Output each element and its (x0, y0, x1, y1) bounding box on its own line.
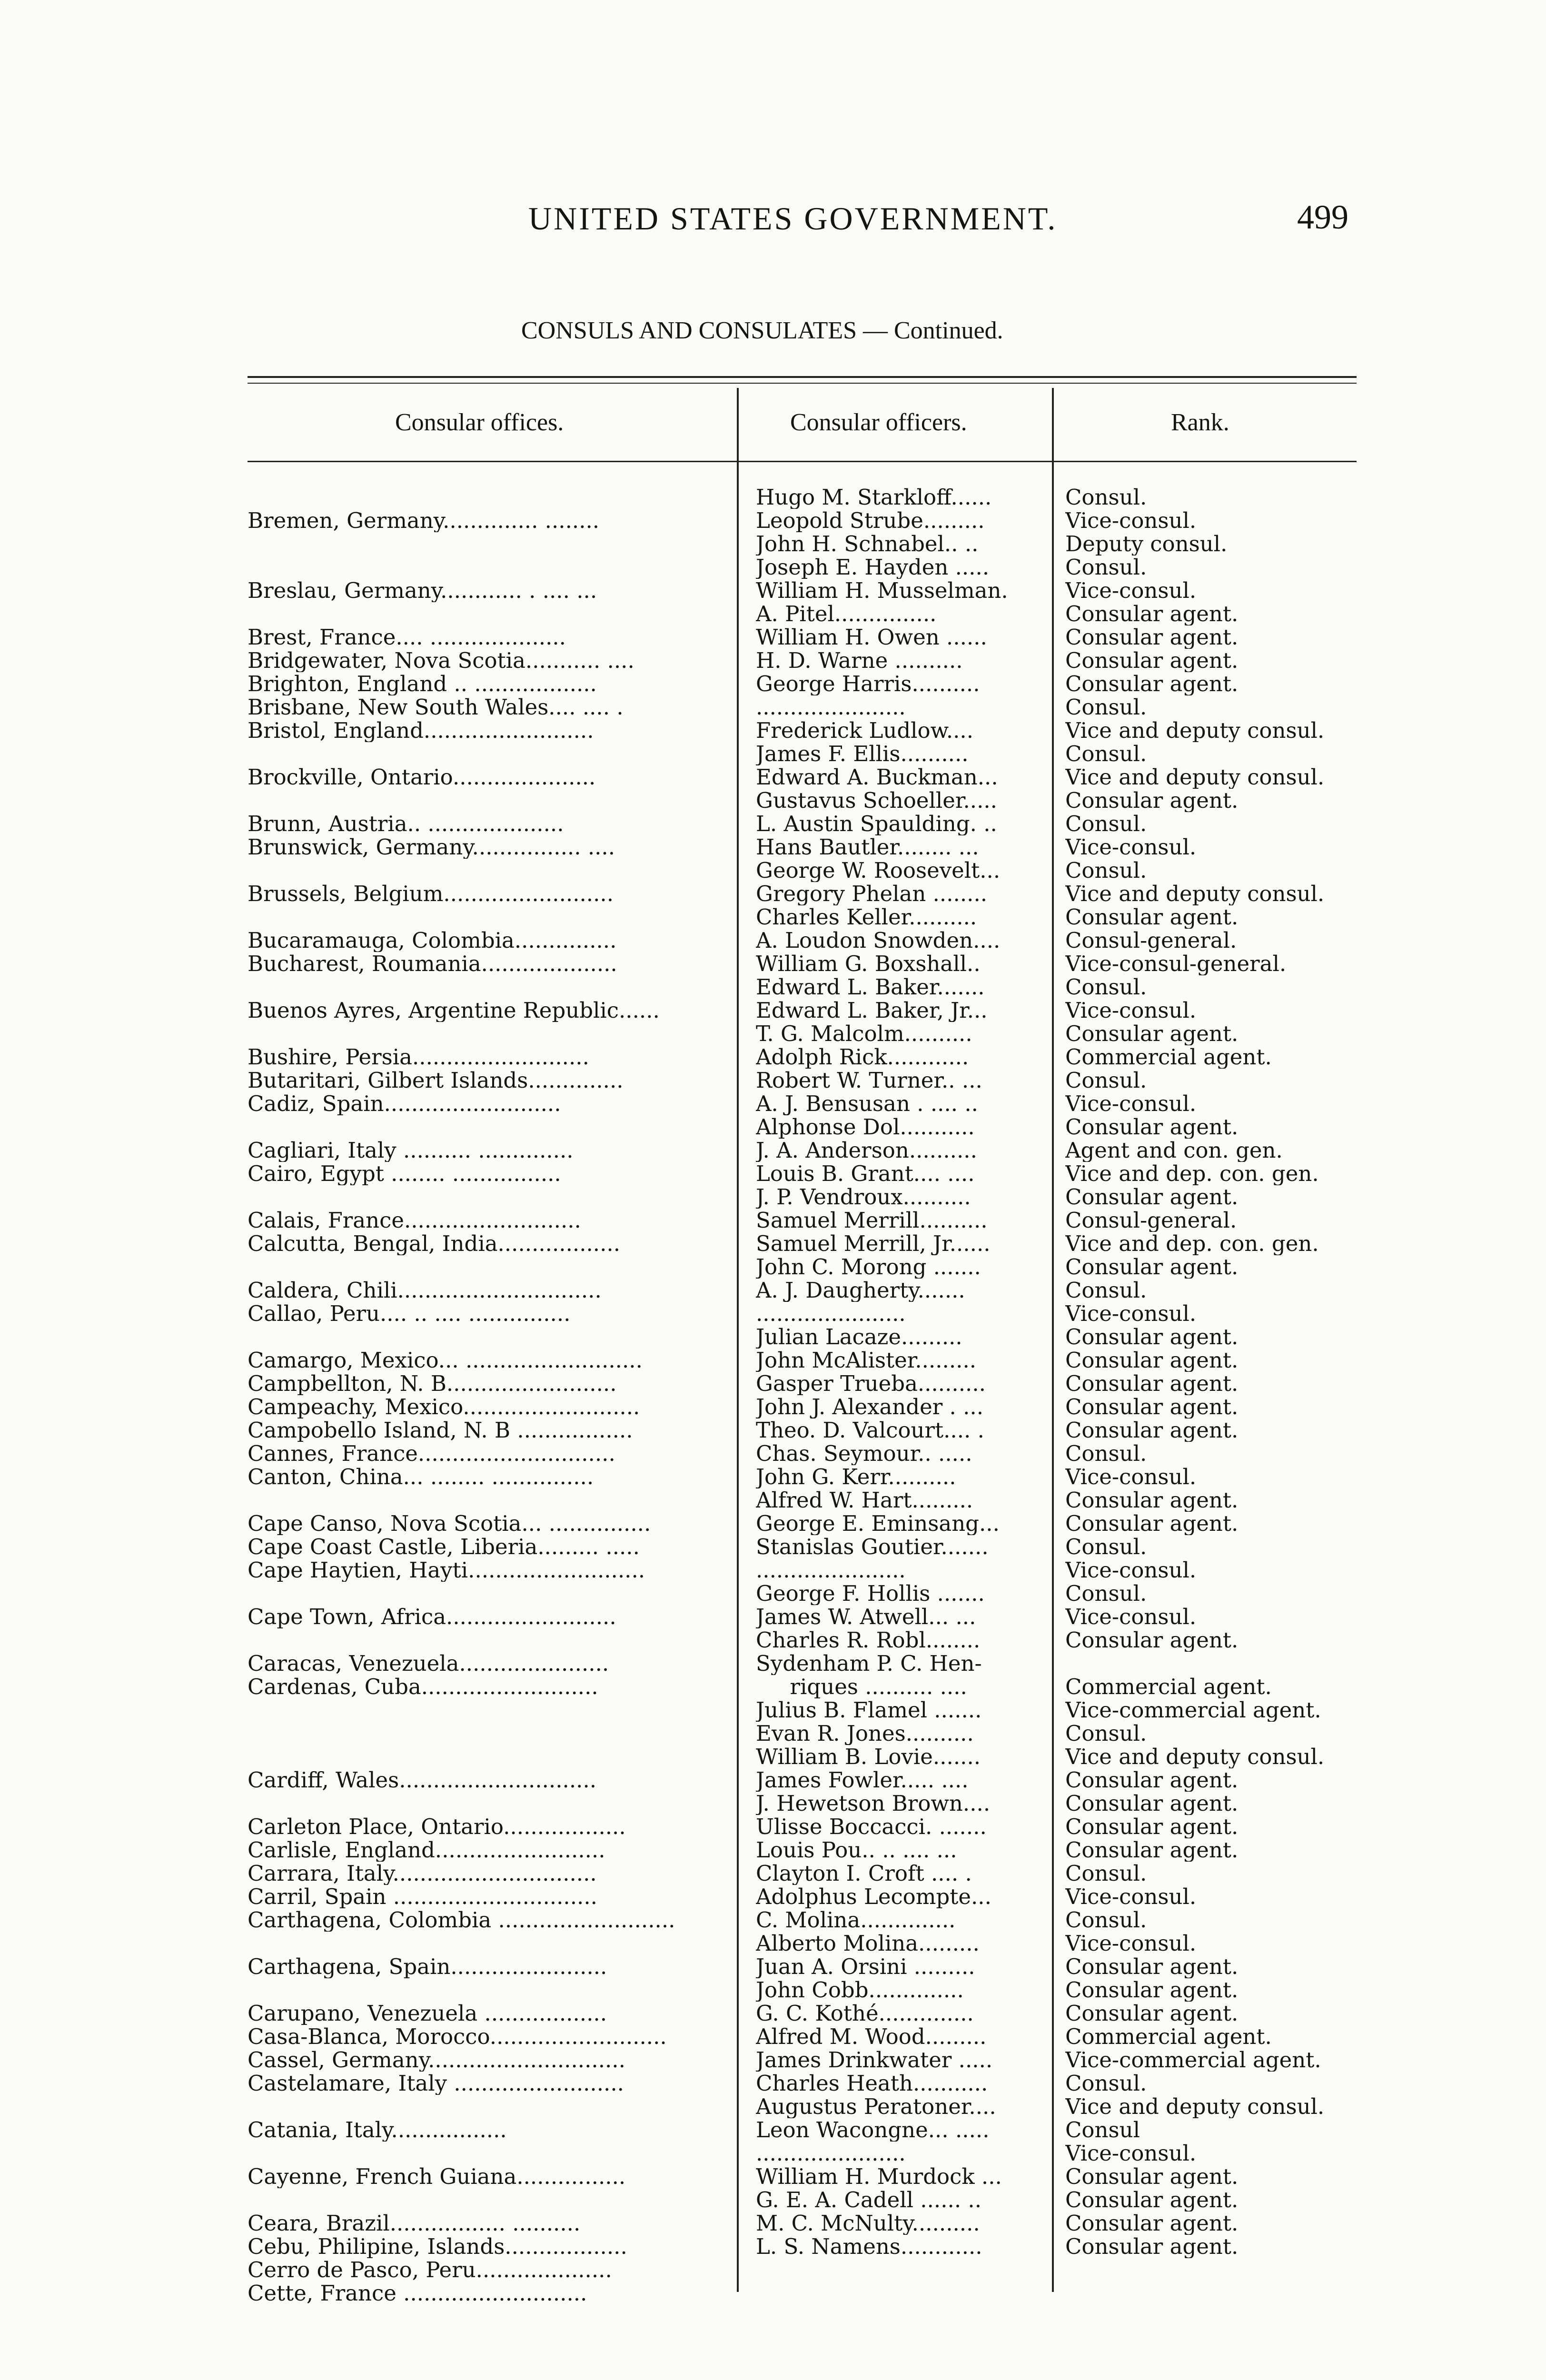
officer-cell: Frederick Ludlow.... (756, 719, 974, 742)
top-rule-thin (248, 383, 1357, 384)
office-cell: Ceara, Brazil................. .......... (248, 2211, 581, 2235)
officer-cell: Charles R. Robl........ (756, 1628, 981, 1652)
officer-cell: Augustus Peratoner.... (756, 2095, 996, 2118)
rank-cell: Consular agent. (1065, 1115, 1239, 1139)
rank-cell: Consul. (1065, 1535, 1147, 1558)
office-cell (248, 1722, 728, 1745)
officer-cell: J. A. Anderson.......... (756, 1139, 977, 1162)
consular-officers-column (756, 486, 1051, 2258)
rank-cell: Consular agent. (1065, 1512, 1239, 1535)
officer-cell: riques .......... .... (756, 1675, 967, 1698)
office-cell: Cadiz, Spain.......................... (248, 1092, 561, 1115)
column-divider (1052, 388, 1054, 2292)
office-cell: Cardenas, Cuba.......................... (248, 1675, 598, 1698)
officer-cell: Edward L. Baker, Jr... (756, 999, 988, 1022)
rank-cell: Consular agent. (1065, 1325, 1239, 1349)
rank-cell: Vice-consul. (1065, 1932, 1197, 1955)
officer-cell: T. G. Malcolm.......... (756, 1022, 972, 1045)
rank-cell: Consular agent. (1065, 672, 1239, 695)
rank-cell: Vice-commercial agent. (1065, 2048, 1321, 2072)
officer-cell: Hugo M. Starkloff...... (756, 486, 992, 509)
officer-cell: ...................... (756, 2142, 906, 2165)
office-cell: Breslau, Germany............ . .... ... (248, 579, 597, 602)
office-cell (248, 555, 728, 579)
office-cell: Carrara, Italy.............................. (248, 1862, 597, 1885)
office-cell (248, 742, 728, 765)
rank-cell: Agent and con. gen. (1065, 1139, 1283, 1162)
office-cell: Cairo, Egypt ........ ................ (248, 1162, 561, 1185)
officer-cell: John C. Morong ....... (756, 1255, 981, 1279)
officer-cell: Joseph E. Hayden ..... (756, 555, 990, 579)
rank-cell: Consul. (1065, 812, 1147, 835)
office-cell: Brunn, Austria.. .................... (248, 812, 564, 835)
rank-cell: Consular agent. (1065, 1815, 1239, 1838)
office-cell: Brunswick, Germany................ .... (248, 835, 615, 859)
rank-cell: Vice-consul. (1065, 1092, 1197, 1115)
officer-cell: L. Austin Spaulding. .. (756, 812, 997, 835)
rank-cell (1065, 1652, 1417, 1675)
officer-cell: William G. Boxshall.. (756, 952, 981, 975)
officer-cell: Alfred W. Hart......... (756, 1488, 973, 1512)
office-cell (248, 1582, 728, 1605)
rank-cell: Consular agent. (1065, 649, 1239, 672)
office-cell: Cardiff, Wales............................. (248, 1768, 597, 1792)
officer-cell: Evan R. Jones.......... (756, 1722, 974, 1745)
officer-cell: L. S. Namens............ (756, 2235, 982, 2258)
rank-cell: Deputy consul. (1065, 532, 1228, 555)
officer-cell: H. D. Warne .......... (756, 649, 963, 672)
office-cell (248, 1185, 728, 1209)
officer-cell: Gustavus Schoeller..... (756, 789, 997, 812)
office-cell (248, 1978, 728, 2002)
office-cell (248, 975, 728, 999)
rank-cell: Consul. (1065, 1862, 1147, 1885)
rank-cell: Vice-consul. (1065, 1885, 1197, 1908)
rank-cell: Vice and deputy consul. (1065, 882, 1325, 905)
officer-cell: Alphonse Dol........... (756, 1115, 975, 1139)
rank-cell: Consular agent. (1065, 1022, 1239, 1045)
column-header-officers: Consular officers. (790, 409, 967, 436)
officer-cell: Clayton I. Croft .... . (756, 1862, 972, 1885)
officer-cell: Edward A. Buckman... (756, 765, 998, 789)
officer-cell: J. P. Vendroux.......... (756, 1185, 971, 1209)
office-cell: Brockville, Ontario..................... (248, 765, 596, 789)
rank-cell: Vice-consul. (1065, 1605, 1197, 1628)
office-cell: Bristol, England......................... (248, 719, 594, 742)
office-cell: Cape Haytien, Hayti.......................... (248, 1558, 645, 1582)
office-cell: Carleton Place, Ontario.................. (248, 1815, 626, 1838)
officer-cell: ...................... (756, 695, 906, 719)
office-cell: Campobello Island, N. B ................. (248, 1418, 633, 1442)
rank-cell: Commercial agent. (1065, 1045, 1272, 1069)
officer-cell: Edward L. Baker....... (756, 975, 985, 999)
office-cell: Campbellton, N. B......................... (248, 1372, 617, 1395)
office-cell: Brussels, Belgium......................... (248, 882, 614, 905)
rank-cell: Consul. (1065, 742, 1147, 765)
rank-column (1065, 486, 1417, 2258)
office-cell (248, 859, 728, 882)
rank-cell: Consular agent. (1065, 1792, 1239, 1815)
office-cell: Cette, France ........................... (248, 2281, 587, 2305)
office-cell (248, 602, 728, 625)
office-cell: Caracas, Venezuela...................... (248, 1652, 609, 1675)
officer-cell: James Fowler..... .... (756, 1768, 969, 1792)
officer-cell: Charles Keller.......... (756, 905, 977, 929)
officer-cell: George Harris.......... (756, 672, 980, 695)
officer-cell: Louis Pou.. .. .... ... (756, 1838, 957, 1862)
office-cell (248, 1792, 728, 1815)
rank-cell: Consular agent. (1065, 2188, 1239, 2211)
officer-cell: Charles Heath........... (756, 2072, 988, 2095)
officer-cell: Louis B. Grant.... .... (756, 1162, 975, 1185)
office-cell: Carupano, Venezuela .................. (248, 2002, 607, 2025)
rank-cell: Vice-consul. (1065, 509, 1197, 532)
office-cell (248, 905, 728, 929)
office-cell: Cape Canso, Nova Scotia... ............... (248, 1512, 651, 1535)
rank-cell: Consular agent. (1065, 625, 1239, 649)
officer-cell: James W. Atwell... ... (756, 1605, 976, 1628)
officer-cell: Chas. Seymour.. ..... (756, 1442, 972, 1465)
officer-cell: Ulisse Boccacci. ....... (756, 1815, 987, 1838)
officer-cell: Alfred M. Wood......... (756, 2025, 987, 2048)
officer-cell: George E. Eminsang... (756, 1512, 1000, 1535)
office-cell: Cebu, Philipine, Islands.................. (248, 2235, 627, 2258)
officer-cell: Juan A. Orsini ......... (756, 1955, 975, 1978)
rank-cell: Consul. (1065, 2072, 1147, 2095)
office-cell: Buenos Ayres, Argentine Republic...... (248, 999, 660, 1022)
rank-cell: Vice-consul. (1065, 579, 1197, 602)
officer-cell: James F. Ellis.......... (756, 742, 969, 765)
office-cell: Caldera, Chili.............................. (248, 1279, 602, 1302)
top-rule (248, 376, 1357, 378)
rank-cell: Vice and deputy consul. (1065, 719, 1325, 742)
office-cell (248, 532, 728, 555)
rank-cell: Commercial agent. (1065, 1675, 1272, 1698)
office-cell (248, 1115, 728, 1139)
officer-cell: Adolphus Lecompte... (756, 1885, 991, 1908)
office-cell: Bridgewater, Nova Scotia........... .... (248, 649, 634, 672)
office-cell: Cape Town, Africa......................... (248, 1605, 616, 1628)
rank-cell: Commercial agent. (1065, 2025, 1272, 2048)
rank-cell: Consular agent. (1065, 2165, 1239, 2188)
officer-cell: Sydenham P. C. Hen- (756, 1652, 982, 1675)
office-cell: Camargo, Mexico... .......................... (248, 1349, 643, 1372)
officer-cell: C. Molina.............. (756, 1908, 956, 1932)
office-cell: Calais, France.......................... (248, 1209, 581, 1232)
officer-cell: William H. Murdock ... (756, 2165, 1002, 2188)
officer-cell: Leopold Strube......... (756, 509, 985, 532)
office-cell: Bucaramauga, Colombia............... (248, 929, 617, 952)
officer-cell: William B. Lovie....... (756, 1745, 981, 1768)
office-cell (248, 1628, 728, 1652)
office-cell: Bremen, Germany.............. ........ (248, 509, 600, 532)
office-cell: Butaritari, Gilbert Islands.............. (248, 1069, 624, 1092)
rank-cell: Consular agent. (1065, 1955, 1239, 1978)
rank-cell: Consul. (1065, 1279, 1147, 1302)
office-cell (248, 1932, 728, 1955)
office-cell: Callao, Peru.... .. .... ............... (248, 1302, 571, 1325)
rank-cell: Consul. (1065, 555, 1147, 579)
rank-cell: Vice and dep. con. gen. (1065, 1162, 1319, 1185)
rank-cell: Consular agent. (1065, 1185, 1239, 1209)
office-cell: Carthagena, Colombia .......................... (248, 1908, 675, 1932)
rank-cell: Consul. (1065, 975, 1147, 999)
officer-cell: Stanislas Goutier....... (756, 1535, 989, 1558)
officer-cell: Adolph Rick............ (756, 1045, 969, 1069)
rank-cell: Vice-consul. (1065, 1465, 1197, 1488)
rank-cell: Consular agent. (1065, 1418, 1239, 1442)
officer-cell: James Drinkwater ..... (756, 2048, 993, 2072)
officer-cell: John Cobb.............. (756, 1978, 964, 2002)
rank-cell: Consul. (1065, 1582, 1147, 1605)
officer-cell: A. J. Daugherty....... (756, 1279, 965, 1302)
office-cell: Cape Coast Castle, Liberia......... ..... (248, 1535, 640, 1558)
office-cell (248, 1325, 728, 1349)
officer-cell: Theo. D. Valcourt.... . (756, 1418, 984, 1442)
rank-cell: Consul-general. (1065, 929, 1237, 952)
header-rule (248, 461, 1357, 462)
rank-cell: Vice-commercial agent. (1065, 1698, 1321, 1722)
page-number: 499 (1297, 198, 1348, 236)
office-cell: Casa-Blanca, Morocco.......................... (248, 2025, 667, 2048)
rank-cell: Consular agent. (1065, 1349, 1239, 1372)
office-cell: Carthagena, Spain....................... (248, 1955, 607, 1978)
officer-cell: G. C. Kothé.............. (756, 2002, 974, 2025)
officer-cell: Gasper Trueba.......... (756, 1372, 986, 1395)
rank-cell: Vice-consul. (1065, 2142, 1197, 2165)
officer-cell: A. Pitel............... (756, 602, 937, 625)
office-cell: Carlisle, England......................... (248, 1838, 605, 1862)
rank-cell: Consul. (1065, 1722, 1147, 1745)
office-cell: Carril, Spain .............................. (248, 1885, 597, 1908)
officer-cell: Samuel Merrill.......... (756, 1209, 988, 1232)
office-cell: Cerro de Pasco, Peru.................... (248, 2258, 612, 2281)
rank-cell: Consul-general. (1065, 1209, 1237, 1232)
officer-cell: ...................... (756, 1558, 906, 1582)
rank-cell: Vice-consul. (1065, 1302, 1197, 1325)
officer-cell: George F. Hollis ....... (756, 1582, 985, 1605)
office-cell: Canton, China... ........ ............... (248, 1465, 594, 1488)
office-cell (248, 1255, 728, 1279)
rank-cell: Consul. (1065, 1442, 1147, 1465)
rank-cell: Vice and deputy consul. (1065, 2095, 1325, 2118)
office-cell (248, 2095, 728, 2118)
officer-cell: M. C. McNulty.......... (756, 2211, 980, 2235)
officer-cell: Samuel Merrill, Jr...... (756, 1232, 991, 1255)
office-cell (248, 1698, 728, 1722)
rank-cell: Consul. (1065, 695, 1147, 719)
officer-cell: George W. Roosevelt... (756, 859, 1001, 882)
officer-cell: Alberto Molina......... (756, 1932, 980, 1955)
office-cell (248, 789, 728, 812)
rank-cell: Consular agent. (1065, 1372, 1239, 1395)
officer-cell: John McAlister......... (756, 1349, 977, 1372)
officer-cell: William H. Owen ...... (756, 625, 987, 649)
officer-cell: Julian Lacaze......... (756, 1325, 962, 1349)
rank-cell: Consular agent. (1065, 2002, 1239, 2025)
column-header-rank: Rank. (1171, 409, 1229, 436)
officer-cell: A. J. Bensusan . .... .. (756, 1092, 978, 1115)
rank-cell: Consular agent. (1065, 1978, 1239, 2002)
consular-offices-column (248, 486, 728, 2305)
table-subtitle: CONSULS AND CONSULATES — Continued. (521, 317, 1003, 344)
office-cell: Catania, Italy................. (248, 2118, 507, 2142)
rank-cell: Consular agent. (1065, 2211, 1239, 2235)
running-head: UNITED STATES GOVERNMENT. (528, 200, 1058, 237)
rank-cell: Consul. (1065, 859, 1147, 882)
rank-cell: Consul. (1065, 1069, 1147, 1092)
office-cell: Cannes, France............................. (248, 1442, 615, 1465)
office-cell: Castelamare, Italy ......................... (248, 2072, 624, 2095)
office-cell: Brest, France.... .................... (248, 625, 566, 649)
rank-cell: Consular agent. (1065, 1395, 1239, 1418)
officer-cell: John G. Kerr.......... (756, 1465, 956, 1488)
rank-cell: Consular agent. (1065, 1255, 1239, 1279)
rank-cell: Vice-consul. (1065, 835, 1197, 859)
office-cell: Calcutta, Bengal, India.................. (248, 1232, 621, 1255)
office-cell (248, 1022, 728, 1045)
officer-cell: ...................... (756, 1302, 906, 1325)
office-cell (248, 1745, 728, 1768)
rank-cell: Vice-consul-general. (1065, 952, 1287, 975)
rank-cell: Vice-consul. (1065, 999, 1197, 1022)
rank-cell: Consul. (1065, 486, 1147, 509)
office-cell: Bucharest, Roumania.................... (248, 952, 617, 975)
office-cell: Campeachy, Mexico.......................... (248, 1395, 640, 1418)
rank-cell: Consular agent. (1065, 1768, 1239, 1792)
office-cell: Brighton, England .. .................. (248, 672, 597, 695)
office-cell: Cassel, Germany............................. (248, 2048, 625, 2072)
officer-cell: John J. Alexander . ... (756, 1395, 984, 1418)
officer-cell: A. Loudon Snowden.... (756, 929, 1001, 952)
office-cell (248, 1488, 728, 1512)
officer-cell: John H. Schnabel.. .. (756, 532, 979, 555)
office-cell (248, 2188, 728, 2211)
rank-cell: Consular agent. (1065, 2235, 1239, 2258)
column-divider (737, 388, 739, 2292)
rank-cell: Consular agent. (1065, 602, 1239, 625)
rank-cell: Consular agent. (1065, 789, 1239, 812)
office-cell: Cayenne, French Guiana................ (248, 2165, 626, 2188)
rank-cell: Vice and deputy consul. (1065, 765, 1325, 789)
office-cell (248, 2142, 728, 2165)
rank-cell: Consul. (1065, 1908, 1147, 1932)
rank-cell: Consular agent. (1065, 1838, 1239, 1862)
rank-cell: Consular agent. (1065, 1628, 1239, 1652)
officer-cell: J. Hewetson Brown.... (756, 1792, 991, 1815)
rank-cell: Consul (1065, 2118, 1140, 2142)
officer-cell: Gregory Phelan ........ (756, 882, 988, 905)
rank-cell: Consular agent. (1065, 905, 1239, 929)
column-header-offices: Consular offices. (395, 409, 564, 436)
officer-cell: Julius B. Flamel ....... (756, 1698, 982, 1722)
office-cell: Brisbane, New South Wales.... .... . (248, 695, 624, 719)
rank-cell: Vice and deputy consul. (1065, 1745, 1325, 1768)
officer-cell: William H. Musselman. (756, 579, 1008, 602)
officer-cell: Hans Bautler........ ... (756, 835, 979, 859)
officer-cell: G. E. A. Cadell ...... .. (756, 2188, 982, 2211)
officer-cell: Leon Wacongne... ..... (756, 2118, 990, 2142)
officer-cell: Robert W. Turner.. ... (756, 1069, 982, 1092)
rank-cell: Consular agent. (1065, 1488, 1239, 1512)
office-cell: Cagliari, Italy .......... .............. (248, 1139, 574, 1162)
office-cell: Bushire, Persia.......................... (248, 1045, 589, 1069)
rank-cell: Vice-consul. (1065, 1558, 1197, 1582)
office-cell (248, 486, 728, 509)
rank-cell: Vice and dep. con. gen. (1065, 1232, 1319, 1255)
